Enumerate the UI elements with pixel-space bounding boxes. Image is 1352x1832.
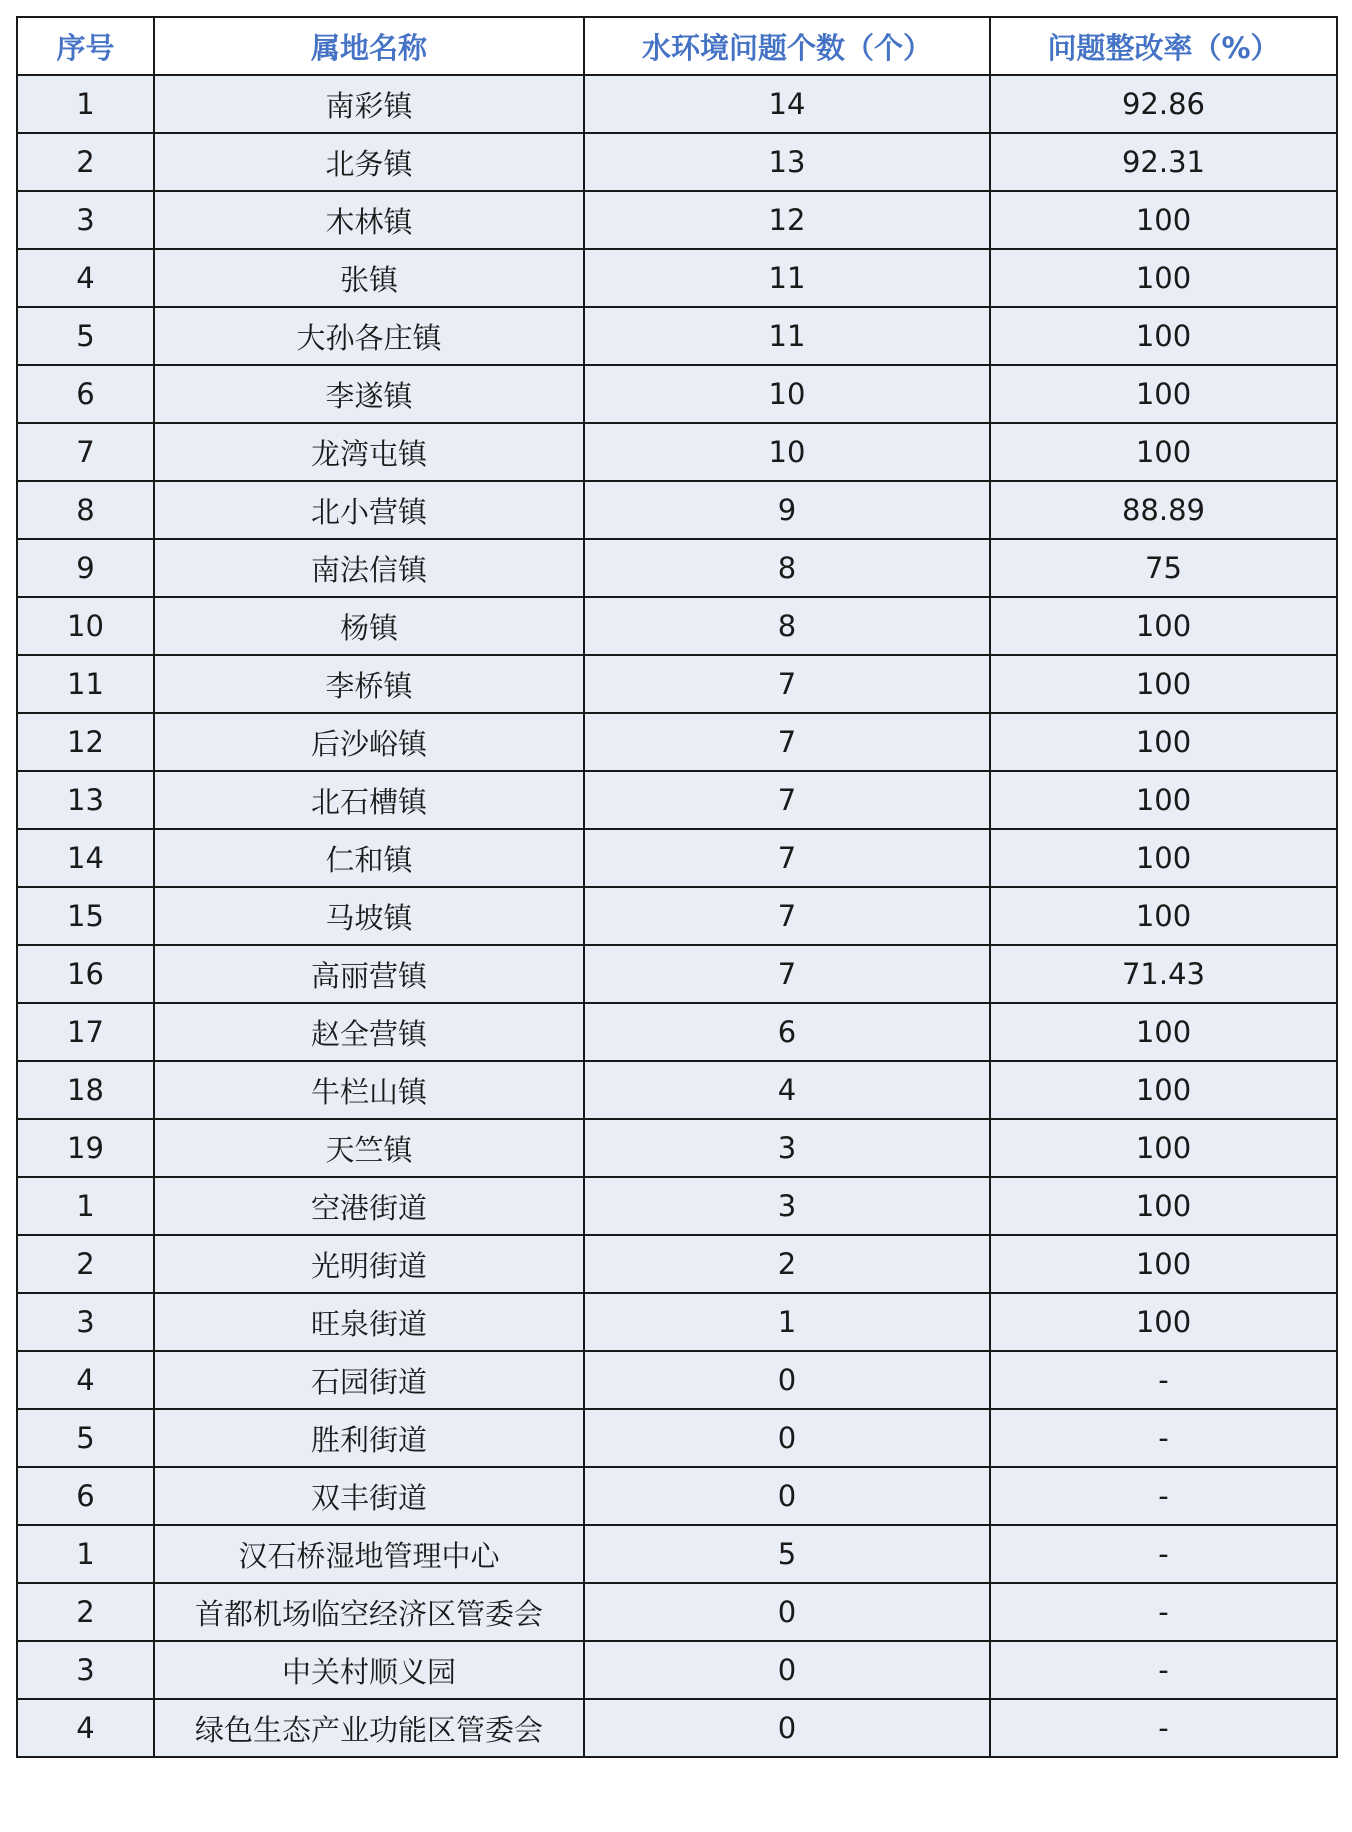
cell-location-name: 中关村顺义园: [154, 1641, 584, 1699]
cell-rectification-rate: 100: [990, 365, 1337, 423]
cell-index: 16: [17, 945, 154, 1003]
cell-rectification-rate: 100: [990, 249, 1337, 307]
cell-location-name: 马坡镇: [154, 887, 584, 945]
cell-location-name: 赵全营镇: [154, 1003, 584, 1061]
table-row: [17, 1699, 1337, 1757]
cell-index: 14: [17, 829, 154, 887]
cell-issue-count: 0: [584, 1699, 990, 1757]
header-index: 序号: [17, 17, 154, 75]
cell-rectification-rate: -: [990, 1525, 1337, 1583]
cell-rectification-rate: 100: [990, 1119, 1337, 1177]
cell-location-name: 南法信镇: [154, 539, 584, 597]
table-row: [17, 539, 1337, 597]
cell-location-name: 高丽营镇: [154, 945, 584, 1003]
cell-index: 2: [17, 1235, 154, 1293]
cell-issue-count: 7: [584, 945, 990, 1003]
cell-index: 19: [17, 1119, 154, 1177]
cell-location-name: 张镇: [154, 249, 584, 307]
cell-location-name: 汉石桥湿地管理中心: [154, 1525, 584, 1583]
water-issues-table: [16, 16, 1338, 1758]
cell-rectification-rate: 100: [990, 1003, 1337, 1061]
cell-issue-count: 10: [584, 365, 990, 423]
cell-rectification-rate: 71.43: [990, 945, 1337, 1003]
cell-location-name: 后沙峪镇: [154, 713, 584, 771]
table-row: [17, 365, 1337, 423]
cell-rectification-rate: -: [990, 1641, 1337, 1699]
cell-issue-count: 0: [584, 1467, 990, 1525]
cell-index: 8: [17, 481, 154, 539]
table-row: [17, 75, 1337, 133]
cell-index: 3: [17, 1641, 154, 1699]
table-row: [17, 655, 1337, 713]
cell-rectification-rate: 100: [990, 713, 1337, 771]
cell-rectification-rate: 100: [990, 655, 1337, 713]
cell-index: 13: [17, 771, 154, 829]
table-row: [17, 1293, 1337, 1351]
cell-location-name: 石园街道: [154, 1351, 584, 1409]
cell-issue-count: 7: [584, 829, 990, 887]
cell-issue-count: 3: [584, 1177, 990, 1235]
header-location-name: 属地名称: [154, 17, 584, 75]
table-row: [17, 1177, 1337, 1235]
cell-index: 5: [17, 307, 154, 365]
cell-issue-count: 13: [584, 133, 990, 191]
cell-index: 2: [17, 1583, 154, 1641]
cell-issue-count: 0: [584, 1351, 990, 1409]
cell-index: 3: [17, 191, 154, 249]
cell-index: 10: [17, 597, 154, 655]
table-row: [17, 1351, 1337, 1409]
table-row: [17, 1003, 1337, 1061]
cell-rectification-rate: 100: [990, 1177, 1337, 1235]
cell-location-name: 天竺镇: [154, 1119, 584, 1177]
header-issue-count: 水环境问题个数（个）: [584, 17, 990, 75]
cell-issue-count: 14: [584, 75, 990, 133]
cell-rectification-rate: -: [990, 1351, 1337, 1409]
cell-rectification-rate: 100: [990, 1293, 1337, 1351]
cell-issue-count: 7: [584, 713, 990, 771]
cell-location-name: 绿色生态产业功能区管委会: [154, 1699, 584, 1757]
cell-index: 15: [17, 887, 154, 945]
cell-issue-count: 8: [584, 597, 990, 655]
cell-location-name: 北小营镇: [154, 481, 584, 539]
cell-rectification-rate: 100: [990, 887, 1337, 945]
cell-rectification-rate: 88.89: [990, 481, 1337, 539]
table-row: [17, 1235, 1337, 1293]
cell-rectification-rate: 92.86: [990, 75, 1337, 133]
table-row: [17, 1583, 1337, 1641]
cell-rectification-rate: 100: [990, 771, 1337, 829]
cell-index: 6: [17, 365, 154, 423]
cell-issue-count: 11: [584, 249, 990, 307]
cell-rectification-rate: 100: [990, 191, 1337, 249]
cell-index: 11: [17, 655, 154, 713]
cell-location-name: 北务镇: [154, 133, 584, 191]
cell-issue-count: 2: [584, 1235, 990, 1293]
cell-rectification-rate: -: [990, 1409, 1337, 1467]
table-body: [17, 75, 1337, 1757]
cell-location-name: 牛栏山镇: [154, 1061, 584, 1119]
cell-issue-count: 7: [584, 887, 990, 945]
cell-index: 9: [17, 539, 154, 597]
cell-index: 5: [17, 1409, 154, 1467]
table-row: [17, 1119, 1337, 1177]
cell-rectification-rate: 100: [990, 829, 1337, 887]
table-row: [17, 887, 1337, 945]
table-row: [17, 1641, 1337, 1699]
cell-location-name: 首都机场临空经济区管委会: [154, 1583, 584, 1641]
cell-rectification-rate: -: [990, 1467, 1337, 1525]
cell-issue-count: 6: [584, 1003, 990, 1061]
cell-rectification-rate: 100: [990, 307, 1337, 365]
cell-location-name: 双丰街道: [154, 1467, 584, 1525]
cell-rectification-rate: 100: [990, 597, 1337, 655]
header-row: [17, 17, 1337, 75]
cell-rectification-rate: -: [990, 1699, 1337, 1757]
cell-issue-count: 4: [584, 1061, 990, 1119]
cell-index: 1: [17, 1177, 154, 1235]
table-row: [17, 1061, 1337, 1119]
table-row: [17, 249, 1337, 307]
cell-issue-count: 8: [584, 539, 990, 597]
cell-issue-count: 9: [584, 481, 990, 539]
cell-location-name: 龙湾屯镇: [154, 423, 584, 481]
cell-index: 4: [17, 1699, 154, 1757]
header-rectification-rate: 问题整改率（%）: [990, 17, 1337, 75]
cell-rectification-rate: 100: [990, 1061, 1337, 1119]
data-table-container: [16, 16, 1336, 1758]
cell-issue-count: 1: [584, 1293, 990, 1351]
cell-location-name: 杨镇: [154, 597, 584, 655]
cell-location-name: 空港街道: [154, 1177, 584, 1235]
cell-issue-count: 3: [584, 1119, 990, 1177]
cell-index: 1: [17, 75, 154, 133]
table-row: [17, 1525, 1337, 1583]
table-row: [17, 597, 1337, 655]
table-row: [17, 481, 1337, 539]
cell-location-name: 仁和镇: [154, 829, 584, 887]
table-row: [17, 133, 1337, 191]
cell-issue-count: 12: [584, 191, 990, 249]
cell-issue-count: 7: [584, 771, 990, 829]
cell-index: 2: [17, 133, 154, 191]
cell-issue-count: 11: [584, 307, 990, 365]
cell-rectification-rate: -: [990, 1583, 1337, 1641]
cell-rectification-rate: 100: [990, 423, 1337, 481]
cell-index: 18: [17, 1061, 154, 1119]
cell-issue-count: 0: [584, 1641, 990, 1699]
cell-location-name: 光明街道: [154, 1235, 584, 1293]
table-row: [17, 829, 1337, 887]
cell-location-name: 南彩镇: [154, 75, 584, 133]
cell-index: 4: [17, 249, 154, 307]
table-header: [17, 17, 1337, 75]
cell-location-name: 胜利街道: [154, 1409, 584, 1467]
cell-location-name: 李桥镇: [154, 655, 584, 713]
table-row: [17, 771, 1337, 829]
cell-index: 17: [17, 1003, 154, 1061]
cell-index: 6: [17, 1467, 154, 1525]
cell-rectification-rate: 92.31: [990, 133, 1337, 191]
cell-index: 12: [17, 713, 154, 771]
table-row: [17, 191, 1337, 249]
table-row: [17, 713, 1337, 771]
table-row: [17, 1467, 1337, 1525]
cell-location-name: 旺泉街道: [154, 1293, 584, 1351]
table-row: [17, 423, 1337, 481]
cell-issue-count: 5: [584, 1525, 990, 1583]
cell-index: 7: [17, 423, 154, 481]
cell-location-name: 大孙各庄镇: [154, 307, 584, 365]
cell-issue-count: 0: [584, 1409, 990, 1467]
cell-issue-count: 7: [584, 655, 990, 713]
cell-location-name: 木林镇: [154, 191, 584, 249]
cell-location-name: 北石槽镇: [154, 771, 584, 829]
cell-index: 4: [17, 1351, 154, 1409]
cell-index: 1: [17, 1525, 154, 1583]
cell-rectification-rate: 100: [990, 1235, 1337, 1293]
cell-rectification-rate: 75: [990, 539, 1337, 597]
cell-location-name: 李遂镇: [154, 365, 584, 423]
cell-issue-count: 10: [584, 423, 990, 481]
table-row: [17, 1409, 1337, 1467]
cell-index: 3: [17, 1293, 154, 1351]
table-row: [17, 945, 1337, 1003]
table-row: [17, 307, 1337, 365]
cell-issue-count: 0: [584, 1583, 990, 1641]
